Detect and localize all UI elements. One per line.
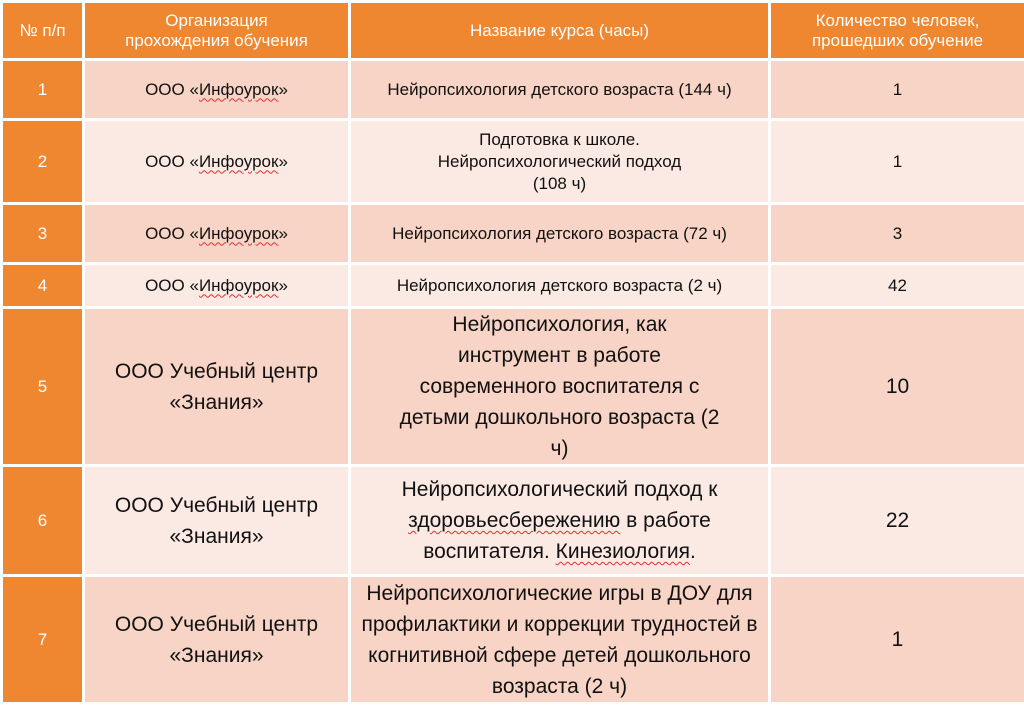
table-row bbox=[2, 576, 1024, 704]
count-cell: 42 bbox=[770, 264, 1024, 308]
count-cell: 22 bbox=[770, 466, 1024, 576]
row-number: 7 bbox=[2, 576, 84, 704]
table-row bbox=[2, 204, 1024, 264]
header-course: Название курса (часы) bbox=[350, 2, 770, 60]
row-number: 5 bbox=[2, 308, 84, 466]
course-text: в работе воспитателя. bbox=[423, 509, 711, 563]
row-number: 3 bbox=[2, 204, 84, 264]
header-count: Количество человек, прошедших обучение bbox=[770, 2, 1024, 60]
course-cell: Нейропсихологические игры в ДОУ для профилактики и коррекции трудностей в когнитивной сфере детей дошкольного возраста (2 ч) bbox=[350, 576, 770, 704]
count-cell: 1 bbox=[770, 120, 1024, 204]
table-row bbox=[2, 264, 1024, 308]
course-text: Нейропсихологический подход к bbox=[402, 478, 718, 501]
course-line: (108 ч) bbox=[359, 173, 760, 195]
course-text: . bbox=[690, 540, 696, 563]
org-line: ООО Учебный центр bbox=[93, 490, 340, 521]
org-name: Инфоурок bbox=[199, 224, 279, 243]
org-cell bbox=[84, 576, 350, 704]
org-text: » bbox=[278, 80, 287, 99]
org-name: Инфоурок bbox=[199, 80, 279, 99]
org-cell bbox=[84, 120, 350, 204]
org-line: ООО Учебный центр bbox=[93, 356, 340, 387]
header-org: Организация прохождения обучения bbox=[84, 2, 350, 60]
org-text: ООО « bbox=[145, 276, 199, 295]
course-cell: Нейропсихология, как инструмент в работе современного воспитателя с детьми дошкольного возраста (2 ч) bbox=[350, 308, 770, 466]
org-name: Инфоурок bbox=[199, 152, 279, 171]
course-line: Подготовка к школе. bbox=[359, 129, 760, 151]
course-cell: Нейропсихология детского возраста (144 ч) bbox=[350, 60, 770, 120]
org-text: ООО « bbox=[145, 224, 199, 243]
org-cell bbox=[84, 204, 350, 264]
org-line: «Знания» bbox=[93, 640, 340, 671]
org-line: ООО Учебный центр bbox=[93, 609, 340, 640]
header-num: № п/п bbox=[2, 2, 84, 60]
org-cell bbox=[84, 308, 350, 466]
org-text: » bbox=[278, 276, 287, 295]
row-number: 1 bbox=[2, 60, 84, 120]
course-term: здоровьесбережению bbox=[408, 509, 620, 532]
course-line: Нейропсихологический подход bbox=[359, 151, 760, 173]
org-text: » bbox=[278, 224, 287, 243]
course-cell: Нейропсихология детского возраста (72 ч) bbox=[350, 204, 770, 264]
count-cell: 1 bbox=[770, 576, 1024, 704]
org-text: ООО « bbox=[145, 152, 199, 171]
header-row bbox=[2, 2, 1024, 60]
org-cell bbox=[84, 264, 350, 308]
org-line: «Знания» bbox=[93, 387, 340, 418]
table-row bbox=[2, 60, 1024, 120]
row-number: 4 bbox=[2, 264, 84, 308]
table-row bbox=[2, 120, 1024, 204]
row-number: 6 bbox=[2, 466, 84, 576]
org-cell bbox=[84, 466, 350, 576]
org-cell bbox=[84, 60, 350, 120]
org-line: «Знания» bbox=[93, 521, 340, 552]
org-text: ООО « bbox=[145, 80, 199, 99]
course-term: Кинезиология bbox=[556, 540, 690, 563]
count-cell: 1 bbox=[770, 60, 1024, 120]
org-name: Инфоурок bbox=[199, 276, 279, 295]
count-cell: 3 bbox=[770, 204, 1024, 264]
course-cell bbox=[350, 466, 770, 576]
row-number: 2 bbox=[2, 120, 84, 204]
org-text: » bbox=[278, 152, 287, 171]
course-cell bbox=[350, 120, 770, 204]
course-cell: Нейропсихология детского возраста (2 ч) bbox=[350, 264, 770, 308]
table-row bbox=[2, 308, 1024, 466]
table-row bbox=[2, 466, 1024, 576]
count-cell: 10 bbox=[770, 308, 1024, 466]
